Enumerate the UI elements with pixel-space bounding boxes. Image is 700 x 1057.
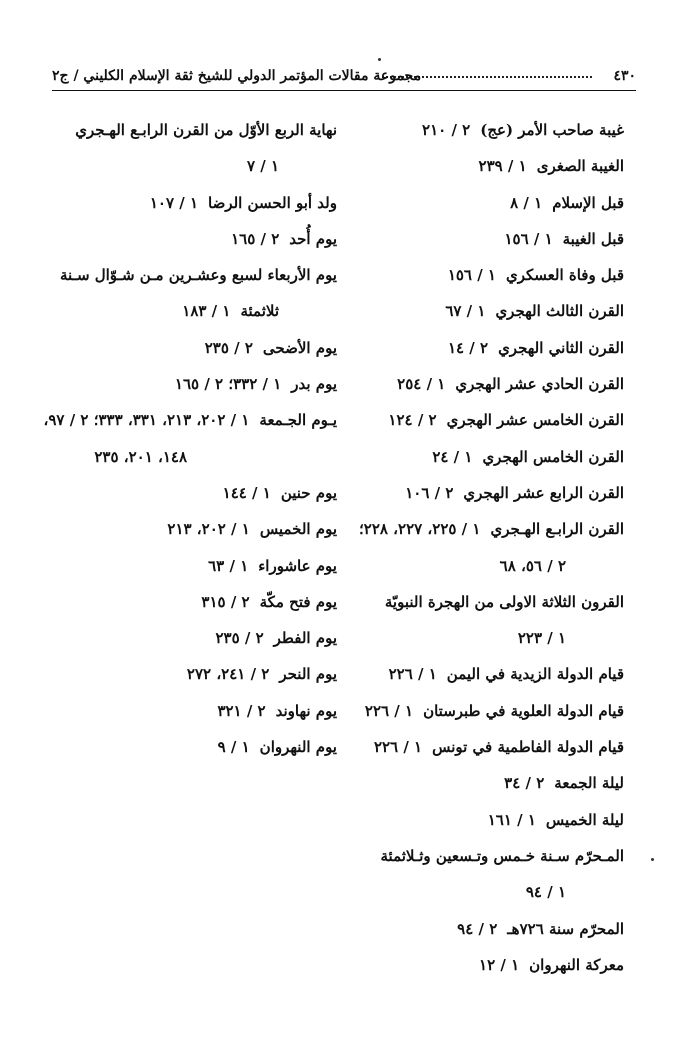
- index-reference: ١ / ٢٤: [432, 447, 473, 466]
- index-entry: [342, 148, 624, 184]
- index-reference: ٢ / ١٠٦: [405, 483, 454, 502]
- index-entry: [342, 548, 624, 584]
- index-reference: ٢ / ٣١٥: [201, 592, 250, 611]
- index-term: المحرّم سنة ٧٢٦هـ: [507, 919, 624, 938]
- index-reference: ٢ / ٢٤١، ٢٧٢: [186, 665, 270, 684]
- index-term: قيام الدولة العلوية في طبرستان: [423, 701, 624, 720]
- index-term: يوم الخميس: [259, 520, 337, 539]
- index-reference: ٢ / ١٤: [447, 338, 489, 357]
- index-reference: ٢ / ٣٤: [504, 774, 545, 793]
- index-term: يوم النحر: [279, 665, 337, 684]
- index-entry: [47, 620, 337, 656]
- index-reference: ١ / ٢٢٦: [373, 738, 423, 757]
- index-term: يوم بدر: [291, 375, 337, 394]
- index-reference: ١ / ٢٢٦: [388, 665, 437, 684]
- index-reference: ٢ / ٥٦، ٦٨: [499, 556, 566, 575]
- index-entry: [342, 911, 624, 947]
- index-term: يوم نهاوند: [275, 701, 337, 720]
- index-entry: [47, 656, 337, 692]
- index-entry: [47, 729, 337, 765]
- index-column-left: [43, 112, 337, 765]
- index-entry: [342, 656, 624, 692]
- index-reference: ١ / ٢٥٤: [397, 375, 446, 394]
- index-term: يوم فتح مكّة: [259, 592, 337, 611]
- index-entry: [342, 620, 624, 656]
- index-entry: [47, 511, 337, 547]
- index-term: قبل الغيبة: [562, 229, 624, 248]
- index-term: ولد أبو الحسن الرضا: [208, 193, 337, 212]
- index-entry: [342, 112, 624, 148]
- index-term: نهاية الربع الأوّل من القرن الرابـع الهـجري: [75, 121, 337, 139]
- index-reference: ١ / ١٥٦: [447, 266, 496, 285]
- index-term: قبل الإسلام: [552, 193, 624, 212]
- index-reference: ١ / ٩: [217, 738, 250, 757]
- index-reference: ١ / ٣٣٢؛ ٢ / ١٦٥: [174, 375, 282, 394]
- index-reference: ١ / ٢٣٩: [478, 157, 527, 176]
- index-reference: ١ / ١٥٦: [504, 229, 553, 248]
- index-term: المـحرّم سـنة خـمس وتـسعين وثـلاثمئة: [380, 846, 624, 865]
- index-term: القرن الثالث الهجري: [495, 302, 624, 321]
- index-reference: ١٤٨، ٢٠١، ٢٣٥: [94, 447, 187, 466]
- index-term: القرن الرابع عشر الهجري: [463, 483, 624, 502]
- index-reference: ١ / ٢٠٢، ٢١٣: [167, 520, 250, 539]
- index-term: القرن الخامس عشر الهجري: [446, 411, 624, 430]
- index-entry: [342, 874, 624, 910]
- index-reference: ٢ / ١٢٤: [388, 411, 437, 430]
- index-reference: ١ / ٢٠٢، ٢١٣، ٣٣١، ٣٣٣؛ ٢ / ٩٧،: [43, 411, 250, 430]
- index-term: القرن الثاني الهجري: [498, 338, 624, 357]
- index-entry: [47, 148, 337, 184]
- index-term: قيام الدولة الفاطمية في تونس: [432, 738, 624, 757]
- index-entry: [47, 221, 337, 257]
- index-entry: [342, 330, 624, 366]
- index-term: يوم أُحد: [289, 229, 337, 248]
- index-term: القرن الحادي عشر الهجري: [455, 375, 624, 394]
- index-reference: ٢ / ٩٤: [457, 919, 498, 938]
- running-title: مجموعة مقالات المؤتمر الدولي للشيخ ثقة الإسلام الكليني / ج٢: [52, 68, 422, 84]
- index-entry: [47, 439, 337, 475]
- index-term: يوم النهروان: [259, 738, 337, 757]
- stray-mark: [651, 858, 654, 861]
- index-entry: [342, 221, 624, 257]
- index-term: ليلة الجمعة: [554, 774, 624, 793]
- index-entry: [342, 838, 624, 874]
- index-entry: [342, 439, 624, 475]
- index-term: الغيبة الصغرى: [536, 157, 624, 176]
- index-entry: [342, 729, 624, 765]
- index-reference: ١ / ١٦١: [487, 810, 536, 829]
- index-entry: [342, 402, 624, 438]
- index-reference: ١ / ١٠٧: [149, 193, 198, 212]
- index-term: يوم عاشوراء: [258, 556, 337, 575]
- index-reference: ٢ / ١٦٥: [231, 229, 280, 248]
- index-entry: [342, 366, 624, 402]
- index-term: غيبة صاحب الأمر (عج): [480, 121, 624, 139]
- index-term: ليلة الخميس: [545, 810, 624, 829]
- index-entry: [342, 257, 624, 293]
- index-term: قيام الدولة الزيدية في اليمن: [446, 665, 624, 684]
- index-reference: ١ / ٩٤: [525, 883, 566, 902]
- index-reference: ١ / ٢٢٣: [517, 629, 566, 648]
- index-entry: [47, 693, 337, 729]
- index-reference: ٢ / ٢٣٥: [215, 629, 264, 648]
- page-number: ٤٣٠: [613, 68, 636, 84]
- index-column-right: [342, 112, 624, 983]
- index-entry: [47, 293, 337, 329]
- index-reference: ١ / ١٨٣: [182, 302, 231, 321]
- index-term: يـوم الجـمعة: [259, 411, 337, 430]
- index-reference: ١ / ٦٧: [445, 302, 486, 321]
- index-reference: ١ / ٨: [510, 193, 543, 212]
- index-term: يوم الفطر: [273, 629, 337, 648]
- index-term: يوم الأربعاء لسبع وعشـرين مـن شـوّال سـنة: [59, 266, 337, 285]
- index-entry: [342, 584, 624, 620]
- index-entry: [47, 366, 337, 402]
- index-term: يوم حنين: [280, 483, 337, 502]
- index-term: ثلاثمئة: [240, 302, 279, 321]
- index-reference: ١ / ١٢: [479, 955, 520, 974]
- index-reference: ١ / ٦٣: [208, 556, 249, 575]
- index-term: القرن الخامس الهجري: [482, 447, 624, 466]
- index-term: معركة النهروان: [529, 955, 624, 974]
- index-reference: ٢ / ٢٣٥: [204, 338, 253, 357]
- index-reference: ١ / ١٤٤: [222, 483, 271, 502]
- index-entry: [47, 475, 337, 511]
- index-entry: [342, 802, 624, 838]
- running-header: [52, 66, 636, 91]
- index-entry: [342, 693, 624, 729]
- index-entry: [342, 185, 624, 221]
- index-entry: [342, 947, 624, 983]
- index-reference: ٢ / ٢١٠: [422, 121, 471, 139]
- stray-mark: [378, 58, 381, 61]
- index-entry: [342, 293, 624, 329]
- index-term: القرون الثلاثة الاولى من الهجرة النبويّة: [384, 592, 624, 611]
- index-term: قبل وفاة العسكري: [505, 266, 624, 285]
- index-entry: [47, 257, 337, 293]
- index-entry: [47, 548, 337, 584]
- index-entry: [47, 330, 337, 366]
- index-entry: [47, 584, 337, 620]
- index-reference: ١ / ٢٢٦: [364, 701, 414, 720]
- index-reference: ٢ / ٣٢١: [217, 701, 266, 720]
- index-entry: [342, 765, 624, 801]
- index-entry: [47, 112, 337, 148]
- index-reference: ١ / ٢٢٥، ٢٢٧، ٢٢٨؛: [359, 520, 481, 539]
- index-term: القرن الرابـع الهـجري: [490, 520, 624, 539]
- index-entry: [43, 402, 337, 438]
- index-entry: [342, 511, 624, 547]
- index-reference: ١ / ٧: [246, 157, 279, 176]
- index-entry: [342, 475, 624, 511]
- index-term: يوم الأضحى: [262, 338, 337, 357]
- index-entry: [47, 185, 337, 221]
